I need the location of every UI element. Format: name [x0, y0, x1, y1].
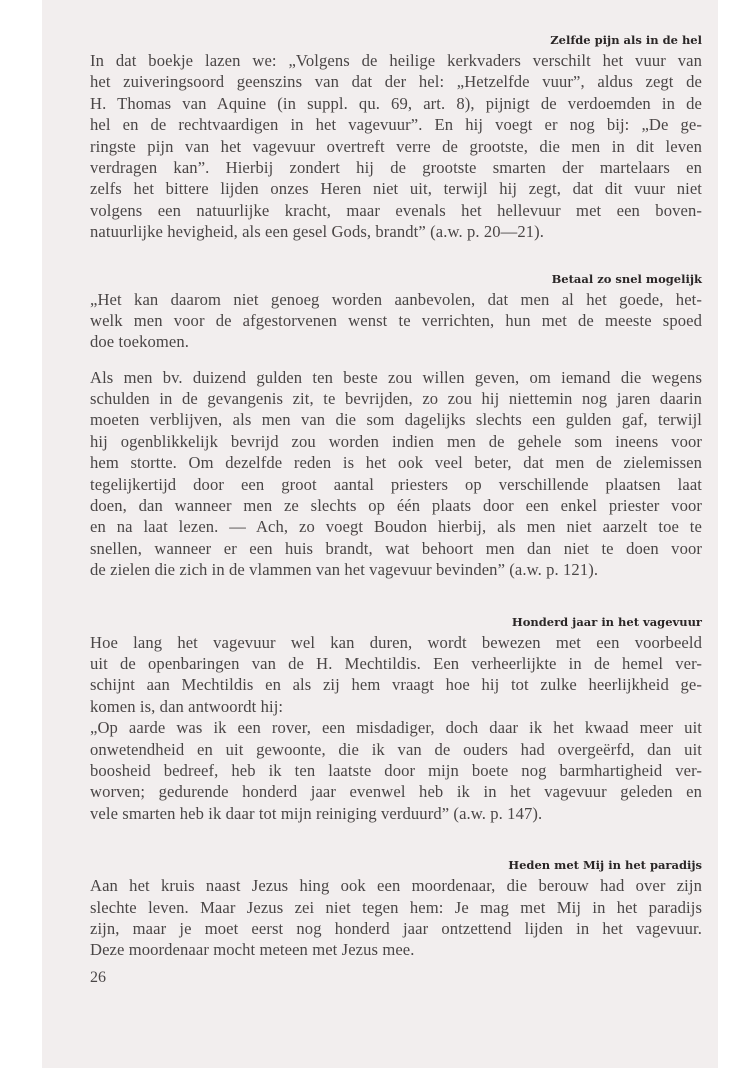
text-line: slechte leven. Maar Jezus zei niet tegen hem: Je mag met Mij in het paradijs: [90, 897, 702, 917]
page-content: [90, 30, 702, 987]
text-line: tegelijkertijd door een groot aantal priesters op verschillende plaatsen laat: [90, 474, 702, 494]
section-heading: Betaal zo snel mogelijk: [551, 271, 702, 286]
text-line: In dat boekje lazen we: „Volgens de heilige kerkvaders verschilt het vuur van: [90, 51, 702, 70]
text-line: hel en de rechtvaardigen in het vagevuur”. En hij voegt er nog bij: „De ge-: [90, 115, 702, 135]
paragraph: [90, 875, 702, 961]
text-line: snellen, wanneer er een huis brandt, wat behoort men dan niet te doen voor: [90, 538, 702, 558]
paragraph: [90, 717, 702, 824]
text-line: ringste pijn van het vagevuur overtreft verre de grootste, die men in dit leven: [90, 136, 702, 156]
paragraph: [90, 632, 702, 718]
text-line: schijnt aan Mechtildis en als zij hem vraagt hoe hij tot zulke heerlijkheid ge-: [90, 675, 702, 695]
section-heading: Honderd jaar in het vagevuur: [511, 614, 702, 629]
text-line: de zielen die zich in de vlammen van het vagevuur bevinden” (a.w. p. 121).: [90, 560, 599, 580]
paragraph: [90, 367, 702, 581]
text-line: Deze moordenaar mocht meteen met Jezus mee.: [90, 940, 415, 960]
text-line: hem stortte. Om dezelfde reden is het ook veel beter, dat men de zielemissen: [90, 453, 702, 473]
text-line: worven; gedurende honderd jaar evenwel heb ik in het vagevuur geleden en: [90, 782, 702, 802]
text-line: welk men voor de afgestorvenen wenst te verrichten, hun met de meeste spoed: [90, 310, 702, 330]
text-line: komen is, dan antwoordt hij:: [90, 696, 284, 716]
text-line: hij ogenblikkelijk bevrijd zou worden indien men de gehele som ineens voor: [90, 431, 702, 451]
section-spacer: [90, 824, 702, 855]
text-line: „Op aarde was ik een rover, een misdadiger, doch daar ik het kwaad meer uit: [90, 718, 702, 738]
text-line: schulden in de gevangenis zit, te bevrijden, zo zou hij niettemin nog jaren daarin: [90, 389, 702, 409]
text-line: doe toekomen.: [90, 332, 189, 352]
paragraph: [90, 289, 702, 353]
section-spacer: [90, 243, 702, 269]
paragraph: [90, 50, 702, 243]
text-line: uit de openbaringen van de H. Mechtildis. Een verheerlijkte in de hemel ver-: [90, 653, 702, 673]
section-spacer: [90, 581, 702, 612]
text-line: doen, dan wanneer men ze slechts op één plaats door een enkel priester voor: [90, 496, 702, 516]
paragraph-spacer: [90, 353, 702, 367]
text-line: zijn, maar je moet eerst nog honderd jaar ontzettend lijden in het vagevuur.: [90, 918, 702, 938]
text-line: verdragen kan”. Hierbij zondert hij de grootste smarten der martelaars en: [90, 157, 702, 177]
text-line: „Het kan daarom niet genoeg worden aanbevolen, dat men al het goede, het-: [90, 289, 702, 309]
book-page: [42, 0, 718, 1068]
text-line: volgens een natuurlijke kracht, maar evenals het hellevuur met een boven-: [90, 200, 702, 220]
text-line: vele smarten heb ik daar tot mijn reiniging verduurd” (a.w. p. 147).: [90, 803, 543, 823]
section-heading: Zelfde pijn als in de hel: [550, 33, 702, 47]
text-line: het zuiveringsoord geenszins van dat der hel: „Hetzelfde vuur”, aldus zegt de: [90, 72, 702, 92]
text-line: en na laat lezen. — Ach, zo voegt Boudon hierbij, als men niet aarzelt toe te: [90, 517, 702, 537]
page-number: 26: [90, 968, 106, 986]
text-line: Aan het kruis naast Jezus hing ook een moordenaar, die berouw had over zijn: [90, 876, 702, 896]
text-line: zelfs het bittere lijden onzes Heren niet uit, terwijl hij zegt, dat dit vuur niet: [90, 179, 702, 199]
text-line: natuurlijke hevigheid, als een gesel Gods, brandt” (a.w. p. 20—21).: [90, 222, 544, 242]
text-line: Als men bv. duizend gulden ten beste zou willen geven, om iemand die wegens: [90, 367, 702, 387]
text-line: moeten verblijven, als men van die som dagelijks slechts een gulden gaf, terwijl: [90, 410, 702, 430]
text-line: Hoe lang het vagevuur wel kan duren, wordt bewezen met een voorbeeld: [90, 632, 702, 652]
text-line: boosheid bedreef, heb ik ten laatste door mijn boete nog barmhartigheid ver-: [90, 760, 702, 780]
section-heading: Heden met Mij in het paradijs: [508, 858, 702, 873]
text-line: H. Thomas van Aquine (in suppl. qu. 69, art. 8), pijnigt de verdoemden in de: [90, 93, 702, 113]
text-line: onwetendheid en uit gewoonte, die ik van de ouders had overgeërfd, dan uit: [90, 739, 702, 759]
